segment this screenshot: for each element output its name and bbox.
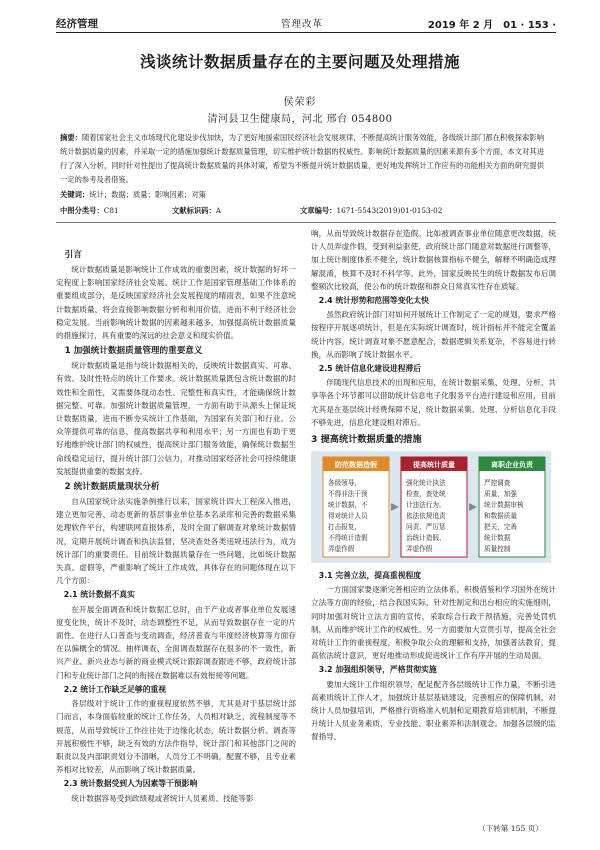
section-2-2-paragraph: 各层级对于统计工作的重视程度依然不够，尤其是对于基层统计部门而言，本身面临较重的统计工作任务，人员相对缺乏，流程制度等不规范，从而导致统计工作往往处于边缘化状态，统计数据分析、调查等开展积极性不够，缺乏有效的方法作指导，统计部门和其他部门之间的职责以及内部职责划分不清晰，人员分工不明确，配置不够，且专业素养相对比较差，从而影响了统计数据质量。 bbox=[56, 699, 296, 775]
abstract bbox=[60, 131, 544, 187]
clc-value: C81 bbox=[103, 206, 119, 215]
section-2-3-paragraph: 统计数据容易受到政绩观或者统计人员素质、技能等影 bbox=[71, 793, 254, 803]
affiliation: 清河县卫生健康局，河北 邢台 054800 bbox=[207, 114, 393, 125]
figure-panel-title: 防范数据造假 bbox=[335, 461, 377, 470]
figure-panel-line: 和数据质量 bbox=[484, 512, 517, 521]
figure-arrow bbox=[391, 503, 399, 511]
figure-panel-line: 把关，完善 bbox=[484, 523, 517, 532]
figure-panel-line: 不得非法干预 bbox=[328, 490, 368, 499]
figure-arrow bbox=[469, 503, 477, 511]
figure-panel-line: 计违法行为， bbox=[406, 501, 446, 510]
art-value: 1671-5543(2019)01-0153-02 bbox=[336, 206, 443, 215]
section-3-1-paragraph: 一方面国家要逐渐完善相应的立法体系，积极借鉴和学习国外在统计立法等方面的经验，结合我国实际，针对性制定和出台相应的实施细则，同时加强对统计立法方面的宣传，采取综合行政干预措施，完善处罚机制，从而维护统计工作的权威性。另一方面要加大宣贯引导，提高全社会对统计工作的重视程度，积极争取公众的理解和支持，加强普法教育，提高依法统计意识，更好地推动形成促进统计工作有序开展的生动局面。 bbox=[311, 585, 556, 661]
figure-panel-line: 检查，查处统 bbox=[406, 490, 446, 499]
section-2-5-heading: 2.5 统计信息化建设进程滞后 bbox=[318, 364, 422, 374]
section-1-paragraph: 统计数据质量是指与统计数据相关的，反映统计数据真实、可靠、有效、及时性特点的统计工作要求。统计数据质量既包含统计数据的时效性和全面性，又需要体现动态性、完整性和真实性，才能确保统计数据完整、可靠。加强统计数据质量管理，一方面有助于从源头上保证统计数据质量，进而不断夯实统计工作基础，为国家有关部门和行业、公众等提供可靠的信息，提高数据共享和利用水平；另一方面也有助于更好地维护统计部门的权威性，提高统计部门服务效能，确保统计数据生命线稳定运行，提升统计部门公信力，对推动国家经济社会可持续健康发展提供重要的数据支持。 bbox=[56, 361, 296, 476]
figure-panel-line: 问责，严厉惩 bbox=[406, 523, 446, 532]
continued-paragraph: 响，从而导致统计数据存在造假。比如被调查事业单位随意更改数据，统计人员弄虚作假，受到利益驱使，政府统计部门随意对数据进行调整等，加上统计制度体系不健全，统计数据核算指标不健全，解释不明确造成理解混淆，核算不及时不科学等。此外，国家反映民生的统计数据发布后调整频次比较高，使公布的统计数据和群众日常真实性存在质疑。 bbox=[311, 229, 556, 291]
section-2-1-paragraph: 在开展全面调查和统计数据汇总时，由于产业或者事业单位发展速度变化快，统计不及时，动态调整性不足，从而导致数据存在一定的片面性。在进行人口普查与变动调查，经济普查与年度经济核算等方面存在以偏概全的情况。抽样调查、全面调查数据存在很多的不一致性，新兴产业、新兴业态与新的商业模式统计跟踪调查跟进不够，政府统计部门和专业统计部门之间的衔接在数据难以有效衔接等问题。 bbox=[56, 604, 296, 680]
left-column bbox=[56, 246, 296, 805]
section-1-heading: 1 加强统计数据质量管理的重要意义 bbox=[64, 346, 203, 357]
journal-name: 经济管理 bbox=[56, 18, 98, 30]
figure-panel-line: 强化统计执法 bbox=[406, 479, 446, 488]
right-column bbox=[311, 227, 556, 744]
figure-panel-line: 统计数据 bbox=[484, 534, 511, 543]
keywords-label: 关键词： bbox=[60, 190, 90, 199]
figure-panel-line: 治统计造假、 bbox=[406, 534, 446, 543]
figure-panel-line: 依法依规追责 bbox=[406, 512, 446, 521]
abstract-rule bbox=[56, 222, 556, 223]
section-3-heading: 3 提高统计数据质量的措施 bbox=[311, 434, 422, 446]
section-2-heading: 2 统计数据质量现状分析 bbox=[64, 482, 160, 493]
figure-panel-line: 弄虚作假 bbox=[406, 545, 433, 554]
keywords-text: 统计；数据；质量；影响因素；对策 bbox=[89, 190, 206, 199]
continued-note: （下转第 155 页） bbox=[478, 824, 543, 833]
figure-panel-line: 各级领导， bbox=[328, 479, 361, 488]
figure-panel-line: 质量控制 bbox=[484, 545, 511, 554]
figure-panel-line: 弄虚作假 bbox=[328, 545, 355, 554]
section-3-1-heading: 3.1 完善立法，提高重视程度 bbox=[318, 571, 422, 581]
art-label: 文章编号： bbox=[300, 206, 337, 215]
intro-paragraph: 统计数据质量是影响统计工作成效的重要因素，统计数据的好坏一定程度上影响国家经济社会发展。统计工作是国家管理基础工作体系的重要组成部分，是反映国家经济社会发展程度的晴雨表，如果不注意统计数据质量，将会直接影响数据分析和利用价值，进而不利于经济社会稳定发展。当前影响统计数据的因素越来越多，加强提高统计数据质量的措施探讨，具有重要的深远的社会意义和现实价值。 bbox=[56, 265, 296, 341]
figure-panel-title: 离职企业负责 bbox=[491, 461, 533, 470]
issue-info: 2019 年 2 月 01 · 153 · bbox=[427, 20, 556, 31]
abstract-text: 随着国家社会主义市场现代化建设步伐加快，为了更好地援索国民经济社会发展规律，不断提高统计服务效能，各级统计部门都在积极探索影响统计数据质量的因素，并采取一定的措施加强统计数据质量管理，切实维护统计数据的权威性。影响统计数据质量的因素来源有多个方面，本文对其进行了深入分析，同时针对性提出了提高统计数据质量的具体对策，希望为不断提升统计数据质量，更好地发挥统计工作应有的功能相关方面的研究提供一定的参考及者借鉴。 bbox=[60, 133, 545, 184]
measures-figure bbox=[311, 451, 551, 563]
keywords bbox=[60, 190, 206, 200]
figure-panel-line: 严控调查 bbox=[484, 479, 511, 488]
running-header bbox=[56, 14, 556, 32]
section-name: 管理改革 bbox=[281, 19, 324, 30]
figure-panel-line: 打击报复， bbox=[328, 523, 361, 532]
doc-label: 文献标识码： bbox=[172, 206, 216, 215]
measures-diagram bbox=[311, 451, 551, 563]
article-title: 浅谈统计数据质量存在的主要问题及处理措施 bbox=[139, 53, 460, 71]
section-3-2-paragraph: 要加大统计工作组织领导，配足配齐各层级统计工作力量，不断引进高素质统计工作人才，加强统计基层基础建设，完善相应的保障机制，对统计人员加强培训，严格推行资格准入机制和定期教育培训机制，不断提升统计人员业务素质、专业技能、职业素养和法制观念。加强各层级的监督指导， bbox=[311, 679, 556, 742]
section-2-paragraph: 自从国家统计法实施条例推行以来，国家统计四大工程深入推进，建立更加完善、动态更新的基层事业单位基本名录库和完善的数据采集处理软件平台，构建联网直报体系，及时全面了解调查对象统计数据情况，定期开展统计调查和执法监督，坚决查处各类违规违法行为，成为统计部门的重要责任。目前统计数据质量存在一些问题，比如统计数据失真、虚假等，严重影响了统计工作成效，具体存在的问题体现在以下几个方面： bbox=[56, 497, 296, 586]
section-2-3-heading: 2.3 统计数据受到人为因素等干预影响 bbox=[63, 779, 198, 789]
figure-panel-line: 不得统计造假 bbox=[328, 534, 368, 543]
section-3-2-heading: 3.2 加强组织领导，严格贯彻实施 bbox=[318, 665, 437, 675]
section-2-4-paragraph: 虽然政府统计部门对如何开展统计工作制定了一定的规划，要求严格按程序开展逐项统计，但是在实际统计调查时，统计指标并不能完全覆盖统计内容，统计调查对象不愿意配合，数据逻辑关系复杂，不容易进行转换，从而影响了统计数据水平。 bbox=[311, 310, 556, 359]
doc-value: A bbox=[215, 206, 222, 215]
section-2-1-heading: 2.1 统计数据不真实 bbox=[63, 590, 135, 600]
figure-panel-line: 统计数据，不 bbox=[328, 501, 368, 510]
figure-panel-line: 统计数据审核 bbox=[484, 501, 524, 510]
clc-label: 中图分类号： bbox=[60, 206, 104, 215]
intro-heading: 引言 bbox=[64, 250, 82, 260]
section-2-4-heading: 2.4 统计形势和范围等变化太快 bbox=[318, 296, 429, 306]
abstract-label: 摘要： bbox=[60, 133, 83, 142]
figure-panel-title: 提高统计质量 bbox=[413, 461, 455, 470]
section-2-5-paragraph: 伴随现代信息技术的出现和应用，在统计数据采集、处理、分析、共享等各个环节都可以借助统计信息电子化服务平台进行建设和应用，目前尤其是在基层统计经费保障不足，统计数据采集、处理、分析信息化手段不够先进，信息化建设相对滞后。 bbox=[311, 378, 556, 427]
author: 侯荣彩 bbox=[283, 97, 317, 108]
figure-panel-line: 得对统计人员 bbox=[328, 512, 368, 521]
figure-panel-line: 质量，加强 bbox=[484, 490, 517, 499]
section-2-2-heading: 2.2 统计工作缺乏足够的重视 bbox=[63, 684, 167, 694]
header-rule bbox=[56, 32, 556, 33]
